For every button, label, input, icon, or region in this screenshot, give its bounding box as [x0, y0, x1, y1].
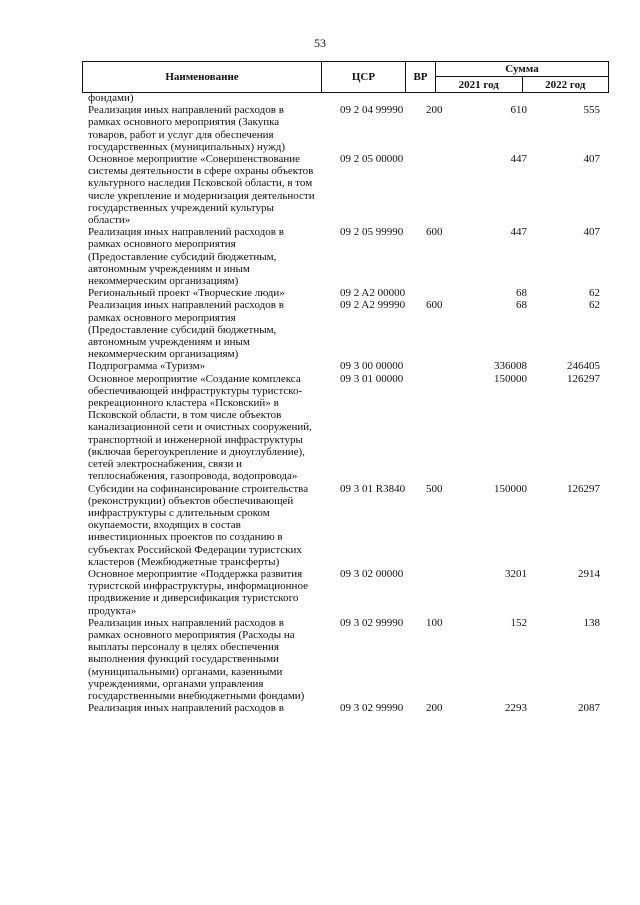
header-year-2021: 2021 год — [436, 77, 523, 92]
row-sum-2022: 62 — [589, 299, 600, 312]
row-sum-2021: 447 — [510, 226, 527, 239]
row-csr: 09 2 A2 99990 — [340, 299, 406, 312]
row-sum-2021: 336008 — [494, 360, 527, 373]
row-sum-2021: 150000 — [494, 372, 527, 385]
header-name: Наименование — [83, 62, 322, 92]
row-name: Подпрограмма «Туризм» — [88, 360, 206, 373]
table-row — [88, 92, 610, 104]
row-sum-2022: 2087 — [578, 702, 600, 715]
row-sum-2021: 610 — [510, 104, 527, 117]
header-vr: ВР — [406, 62, 436, 92]
row-name: фондами) — [88, 92, 134, 104]
row-sum-2022: 555 — [583, 104, 600, 117]
row-sum-2022: 126297 — [567, 372, 600, 385]
row-name: Реализация иных направлений расходов в — [88, 702, 284, 715]
table-row — [88, 153, 610, 226]
row-csr: 09 3 02 99990 — [340, 616, 404, 629]
row-vr: 200 — [426, 702, 443, 715]
table-body — [88, 92, 610, 714]
row-vr: 100 — [426, 616, 443, 629]
table-row — [88, 360, 610, 372]
row-name: Реализация иных направлений расходов в рамках основного мероприятия (Предоставление субсидий бюджетным, автономным учреждениям и иным некоммерческим организациям) — [88, 226, 284, 288]
row-name: Реализация иных направлений расходов в рамках основного мероприятия (Предоставление субсидий бюджетным, автономным учреждениям и иным некоммерческим организациям) — [88, 299, 284, 361]
row-vr: 200 — [426, 104, 443, 117]
table-row — [88, 568, 610, 617]
row-csr: 09 3 02 00000 — [340, 567, 404, 580]
row-sum-2021: 3201 — [505, 567, 527, 580]
row-sum-2021: 150000 — [494, 482, 527, 495]
row-csr: 09 3 01 R3840 — [340, 482, 406, 495]
header-years — [436, 77, 608, 92]
row-sum-2022: 126297 — [567, 482, 600, 495]
table-row — [88, 104, 610, 153]
row-sum-2021: 2293 — [505, 702, 527, 715]
table-row — [88, 287, 610, 299]
row-name: Реализация иных направлений расходов в рамках основного мероприятия (Закупка товаров, работ и услуг для обеспечения государственных (муниципальных) нужд) — [88, 104, 285, 153]
row-name: Субсидии на софинансирование строительства (реконструкции) объектов обеспечивающей инфраструктуры с длительным сроком окупаемости, входящих в состав инвестиционных проектов по созданию в субъектах Российской Федерации туристских кластеров (Межбюджетные трансферты) — [88, 482, 309, 568]
table-row — [88, 226, 610, 287]
header-csr: ЦСР — [322, 62, 406, 92]
row-vr: 600 — [426, 226, 443, 239]
table-row — [88, 617, 610, 702]
header-year-2022: 2022 год — [545, 78, 586, 91]
row-sum-2022: 407 — [583, 153, 600, 166]
row-sum-2021: 152 — [510, 616, 527, 629]
row-name: Основное мероприятие «Совершенствование системы деятельности в сфере охраны объектов культурного наследия Псковской области, в том числе укрепление и модернизация деятельности государственных учреждений культуры области» — [88, 153, 315, 227]
table-row — [88, 373, 610, 483]
header-sum — [436, 62, 608, 92]
row-csr: 09 2 05 99990 — [340, 226, 404, 239]
row-csr: 09 2 04 99990 — [340, 104, 404, 117]
row-vr: 600 — [426, 299, 443, 312]
row-csr: 09 3 02 99990 — [340, 702, 404, 715]
row-csr: 09 3 01 00000 — [340, 372, 404, 385]
row-csr: 09 2 A2 00000 — [340, 287, 406, 300]
row-sum-2021: 68 — [516, 299, 527, 312]
table-row — [88, 483, 610, 568]
table-row — [88, 702, 610, 714]
row-name: Реализация иных направлений расходов в рамках основного мероприятия (Расходы на выплаты персоналу в целях обеспечения выполнения функций государственными (муниципальными) органами, казенными учреждениями, органами управления государственными внебюджетными фондами) — [88, 616, 305, 702]
page-number: 53 — [314, 36, 326, 50]
header-sum-title: Сумма — [436, 62, 608, 77]
row-sum-2021: 447 — [510, 153, 527, 166]
row-sum-2022: 407 — [583, 226, 600, 239]
row-name: Основное мероприятие «Поддержка развития туристской инфраструктуры, информационное продвижение и диверсификация туристского продукта» — [88, 567, 308, 617]
table-header — [82, 61, 609, 93]
row-name: Основное мероприятие «Создание комплекса обеспечивающей инфраструктуры туристско-рекреационного кластера «Псковский» в Псковской области, в том числе объектов канализационной сети и очистных сооружений, транспортной и инженерной инфраструктуры (включая берегоукрепление и дноуглубление), сетей электроснабжения, связи и теплоснабжения, газопровода, водопровода» — [88, 372, 312, 483]
row-name: Региональный проект «Творческие люди» — [88, 287, 285, 300]
row-sum-2022: 246405 — [567, 360, 600, 373]
row-sum-2022: 2914 — [578, 567, 600, 580]
row-csr: 09 3 00 00000 — [340, 360, 404, 373]
row-sum-2022: 138 — [583, 616, 600, 629]
row-sum-2022: 62 — [589, 287, 600, 300]
row-sum-2021: 68 — [516, 287, 527, 300]
row-vr: 500 — [426, 482, 443, 495]
table-row — [88, 299, 610, 360]
row-csr: 09 2 05 00000 — [340, 153, 404, 166]
